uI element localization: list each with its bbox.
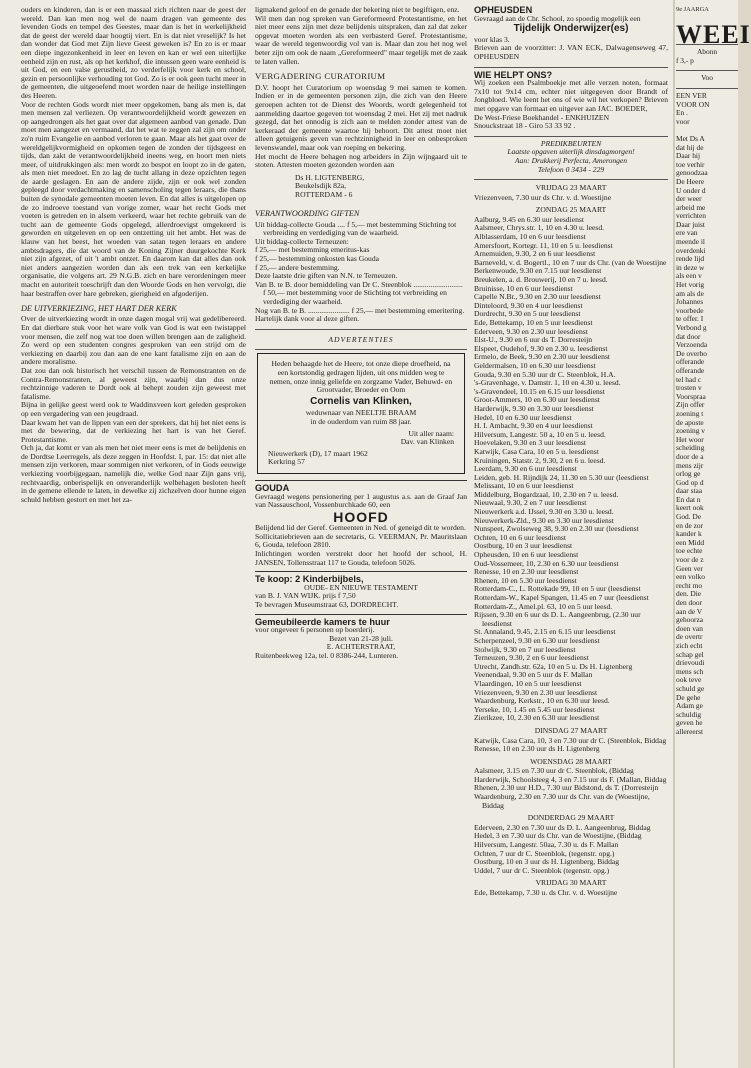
- day-heading: DINSDAG 27 MAART: [534, 725, 608, 735]
- service-listing: Rotterdam-C., L. Rottekade 99, 10 en 5 uur (leesdienst: [474, 584, 641, 594]
- text-line: ere van: [676, 228, 698, 238]
- death-notice-place: Kerkring 57: [268, 457, 305, 467]
- service-listing: Nieuwerkerk a.d. IJssel, 9.30 en 3.30 u. leesd.: [474, 507, 614, 517]
- article-paragraph: Daar kwam het van de lippen van een der sprekers, dat hij het niet eens is met de bewering, dat de verkiezing het hart is van het Geref. Protestantisme.: [21, 417, 246, 444]
- list-item: Uit biddag-collecte Terneuzen:: [255, 236, 349, 246]
- day-heading: WOENSDAG 28 MAART: [530, 756, 612, 766]
- text-line: Geen ver: [676, 563, 703, 573]
- divider: [676, 70, 738, 71]
- service-listing: Breukelen, a. d. Brouwerij, 10 en 7 u. leesd.: [474, 275, 608, 285]
- article-paragraph: Och ja, dat komt er van als men het niet meer eens is met de belijdenis en de Dordtse Leerregels, als deze zeggen in Hoofdst. I, par. 15: dat niet alle mensen zijn verkoren, maar sommigen niet verkoren, of in Gods eeuwige verkiezing voorbijgegaan, namelijk die, welke God naar Zijn gans vrij, rechtvaardig, onberispelijk en onveranderlijk welbehagen besloten heeft in de gemene ellende te laten, in dewelke zij zichzelven door hunne eigen schuld hebben gestort en met het za-: [21, 443, 246, 504]
- ad-text: E. ACHTERSTRAAT,: [326, 642, 396, 652]
- column-3: [474, 6, 668, 1056]
- article-paragraph: Wil men dan nog spreken van Gereformeerd Protestantisme, en het niet meer eens zijn met deze belijdenis uitspraken, dan zal dat zeker opgevat moeten worden als een verbasterd Geref. Protestantisme, waar de wereld tegenwoordig vol van is. Maar dan zou het nog wel beter zijn om ook de naam „Gereformeerd" maar tegelijk met de zaak te laten vallen.: [255, 13, 467, 66]
- service-listing: Gouda, 9.30 en 5.30 uur dr C. Steenblok, H.A.: [474, 369, 616, 379]
- article-paragraph: Voor de rechten Gods wordt niet meer opgekomen, bang als men is, dat men mensen zal verliezen. Op verantwoordelijkheid wordt gewezen en op aangedrongen als het gaat over dat algemeen aanbod van genade. Dan moet men aangezet en vermaand, dat het wat te zeggen zal zijn om onder zo'n ruim Evangelie en aanbod verloren te gaan. Maar als het gaat over de wereldgelijkvormigheid en opkomen tegen de zonden der tijdsgeest en tijds, dan zakt de verantwoordelijkheid ineens weg, en hoort men niets meer, of uitdrukkingen als: men wordt zo bespot en loopt zo in de gaten, als men niet meedoet. En zo lag de tucht allang in deze opzichten tegen de aarde geslagen. En aan de andere zijde, zijn er ook wel zonden gepleegd door verdachtmaking en samenscholing tegen leraars, die thans buiten de synodale gemeenten moeten leven. En dat alles is uitgelopen op de zo indroeve toestand van vorige zomer, waar het recht Gods met voeten is getreden en in alsem verkeerd, waar het rechte gebruik van de tucht aan de gemeente Gods opgelegd, allerdroevigst omgekeerd is geworden en uitgeleven en op een ontzetting uit het ambt. Het was de klauw van het beest, het woeden van satan tegen leraars en andere ambtsdragers, die dat woord van de Koning Zijner duurgekochte Kerk niet zijn afgezet, of uit 't ambt ontzet. En daarom kan dat alles dan ook niet anders aangezien worden dan als een trek van een kerkelijke organisatie, die volgens art. 29 N.G.B. zich en hare verordeningen meer macht en autoriteit toeschrijft dan den Woorde Gods en hen vervolgt, die haar bestraffen over hare gebreken, gierigheid en afgoderijen.: [21, 99, 246, 298]
- column-1: [21, 6, 246, 1056]
- ad-text: Gevraagd aan de Chr. School, zo spoedig mogelijk een: [474, 13, 641, 23]
- article-paragraph: Bijna in gelijke geest werd ook te Waddinxveen kort geleden gesproken op een vergadering van een jeugdraad.: [21, 400, 246, 418]
- ad-text: voor klas 3.: [474, 34, 510, 44]
- text-line: daar staa: [676, 486, 703, 496]
- day-heading: VRIJDAG 23 MAART: [535, 183, 607, 193]
- column-4-next-page: [676, 6, 751, 1056]
- day-heading: ZONDAG 25 MAART: [535, 205, 607, 215]
- service-listing: Rotterdam-W., Kapel Spangen, 11.45 en 7 uur (leesdienst: [474, 593, 649, 602]
- service-listing: Dinteloord, 9.30 en 4 uur leesdienst: [474, 300, 583, 310]
- ad-text: Gevraagd wegens pensionering per 1 augustus a.s. aan de Graaf Jan van Nassauschool, Vossenburchkade 60, een: [255, 491, 467, 510]
- text-line: Het woor: [676, 434, 704, 444]
- list-item: Nog van B. te B. ...................... f 25,— met bestemming emeritering.: [255, 305, 465, 315]
- text-line: toe echte: [676, 546, 703, 556]
- service-listing: Opheusden, 10 en 6 uur leesdienst: [474, 550, 579, 560]
- day-heading: DONDERDAG 29 MAART: [527, 813, 615, 823]
- text-line: door de a: [676, 451, 704, 461]
- list-item: f 25,— bestemming onkosten kas Gouda: [255, 254, 380, 264]
- service-listing: Vlaardingen, 10 en 5 uur leesdienst: [474, 678, 582, 688]
- text-line: am als de: [676, 288, 704, 298]
- death-notice-name: Cornelis van Klinken,: [310, 395, 412, 407]
- section-title-uitverkiezing: DE UITVERKIEZING, HET HART DER KERK: [21, 304, 177, 314]
- text-line: Zijn offer: [676, 400, 705, 410]
- service-listing: Utrecht, Zandh.str. 62a, 10 en 5 u. Ds H. Ligtenberg: [474, 661, 633, 671]
- text-line: als een v: [676, 271, 702, 281]
- text-line: schap gel: [676, 649, 704, 659]
- divider: [474, 136, 668, 137]
- list-item: Uit biddag-collecte Gouda .... f 5,— met bestemming Stichting tot verbreiding en verdediging van de waarheid.: [255, 219, 457, 238]
- service-listing: Leiden, geb. H. Rijndijk 24, 11.30 en 5.30 uur (leesdienst: [474, 472, 649, 482]
- service-listing: Ede, Bettekamp, 7.30 u. ds Chr. v. d. Woestijne: [474, 888, 618, 897]
- service-listing: Katwijk, Casa Cara, 10, 3 en 7.30 uur dr C. (Steenblok, Biddag: [474, 735, 667, 745]
- text-line: En .: [676, 108, 688, 118]
- death-notice-family: Dav. van Klinken: [400, 437, 454, 447]
- ad-title: Te koop: 2 Kinderbijbels,: [255, 574, 364, 585]
- service-listing: Oostburg, 10 en 3 uur leesdienst: [474, 541, 573, 551]
- divider: [474, 179, 668, 180]
- article-fragment: [676, 92, 738, 737]
- text-line: voor de z: [676, 555, 704, 565]
- service-listing: Rhenen, 2.30 uur H.D., 7.30 uur Bidstond, ds T. (Dorresteijn: [474, 783, 659, 793]
- text-line: voorbede: [676, 305, 704, 315]
- text-line: trosten v: [676, 383, 702, 393]
- death-notice-place: Nieuwerkerk (D), 17 maart 1962: [268, 448, 368, 458]
- list-item: Deze laatste drie giften van N.N. te Terneuzen.: [255, 271, 398, 281]
- text-line: scheiding: [676, 443, 705, 453]
- service-listing: Ede, Bettekamp, 10 en 5 uur leesdienst: [474, 318, 593, 327]
- text-line: gehoorza: [676, 615, 704, 625]
- ad-title: Gemeubileerde kamers te huur: [255, 616, 390, 627]
- text-line: De gehe: [676, 692, 701, 702]
- list-item: Van B. te B. door bemiddeling van Dr C. Steenblok .......................... f 50,— met bestemming voor de Stichting tot verbreiding en verdediging der waarheid.: [255, 279, 463, 307]
- ad-text: voor ongeveer 6 personen op boerderij.: [255, 625, 375, 635]
- service-listing: 's-Gravendeel, 10.15 en 6.15 uur leesdienst: [474, 386, 605, 396]
- text-line: de aposte: [676, 417, 704, 427]
- ad-subtitle: Tijdelijk Onderwijzer(es): [513, 23, 629, 35]
- day-heading: VRIJDAG 30 MAART: [535, 878, 607, 888]
- service-listing: Ochten, 7 uur dr C. Steenblok, (tegenstr. opg.): [474, 848, 615, 858]
- service-listing: Dordrecht, 9.30 en 5 uur leesdienst: [474, 309, 581, 319]
- text-line: verrichten: [676, 211, 706, 221]
- list-item: f 25,— andere bestemming.: [255, 262, 340, 272]
- article-paragraph: Dat zou dan ook historisch het verschil tussen de Remonstranten en de Contra-Remonstranten, al geweest zijn, waarbij dan dus onze rechtzinnige vaderen te Dordt ook al behept zouden zijn geweest met fatalisme.: [21, 365, 246, 401]
- subscription-price: f 3,- p: [676, 55, 694, 65]
- text-line: ook teve: [676, 675, 702, 685]
- predikbeurten-title: PREDIKBEURTEN: [540, 138, 602, 148]
- article-paragraph: D.V. hoopt het Curatorium op woensdag 9 mei samen te komen. Indien er in de gemeenten personen zijn, die zich van den Heere geroepen achten tot de Dienst des Woords, wordt gelegenheid tot aanmelding daartoe gegeven tot woensdag 2 mei. Het zij met nadruk gezegd, dat het onnodig is zich aan te melden zonder attest van de kerkeraad der gemeente waartoe hij behoort. Dit attest moet niet alleen getuigenis geven van rechtzinnigheid in leer en onbesproken levenswandel, maar ook van roeping en bekering.: [255, 82, 467, 152]
- service-listing: Berkenwoude, 9.30 en 7.15 uur leesdienst: [474, 266, 602, 276]
- predikbeurten-note: Aan: Drukkerij Perfecta, Amerongen: [514, 155, 628, 165]
- service-listing: Arnemuiden, 9.30, 2 en 6 uur leesdienst: [474, 249, 596, 259]
- service-listing: Uddel, 7 uur dr C. Steenblok (tegenstr. opg.): [474, 865, 610, 875]
- divider: [474, 67, 668, 68]
- service-listing: Hilversum, Langestr. 50aa, 7.30 u. ds F. Mallan: [474, 840, 619, 850]
- text-line: rende lijd: [676, 254, 705, 264]
- ad-hoofd: HOOFD: [333, 508, 389, 525]
- ad-title: GOUDA: [255, 482, 290, 493]
- predikbeurten-note: Telefoon 0 3434 - 229: [537, 164, 605, 174]
- service-listing: Alblasserdam, 10 en 6 uur leesdienst: [474, 232, 586, 242]
- service-listing: Harderwijk, Schoolsteeg 4, 3 en 7.15 uur ds F. (Mallan, Biddag: [474, 774, 667, 784]
- column-2: [255, 6, 467, 1056]
- text-line: een Midd: [676, 537, 705, 547]
- service-listing: Zierikzee, 10, 2.30 en 6.30 uur leesdienst: [474, 713, 600, 723]
- ad-kamers: [255, 614, 467, 661]
- service-listing: Aalsmeer, Chrys.str. 1, 10 en 4.30 u. leesd.: [474, 223, 605, 233]
- death-notice-intro: Heden behaagde het de Heere, tot onze diepe droefheid, na een kortstondig gedragen lijden, uit ons midden weg te nemen, onze innig geliefde en zorgzame Vader, Behuwd- en Grootvader, Broeder en Oom: [269, 359, 453, 395]
- text-line: doen van: [676, 623, 703, 633]
- text-line: voor: [676, 116, 690, 126]
- service-listing: Terneuzen, 9.30, 2 en 6 uur leesdienst: [474, 653, 589, 663]
- ad-text: Bezet van 21-28 juli.: [329, 633, 393, 643]
- service-listing: Aalburg, 9.45 en 6.30 uur leesdienst: [474, 214, 584, 224]
- text-line: overdenki: [676, 245, 706, 255]
- text-line: Verzoenda: [676, 340, 708, 350]
- text-line: keert ook: [676, 503, 704, 513]
- death-notice-family: Uit aller naam:: [408, 428, 454, 438]
- ad-text: De West-Friese Boekhandel - ENKHUIZEN: [474, 112, 610, 122]
- ad-text: Te bevragen Museumstraat 63, DORDRECHT.: [255, 600, 399, 610]
- service-listing: Rhenen, 10 en 5.30 uur leesdienst: [474, 575, 577, 585]
- text-line: arbeid me: [676, 202, 706, 212]
- service-listing: Nieuwaal, 9.30, 2 en 7 uur leesdienst: [474, 498, 587, 508]
- text-line: mens sch: [676, 666, 704, 676]
- text-line: orlog ge: [676, 469, 701, 479]
- text-line: De overbo: [676, 348, 707, 358]
- service-listing: Oud-Vossemeer, 10, 2.30 en 6.30 uur leesdienst: [474, 558, 619, 568]
- text-line: de overtr: [676, 632, 703, 642]
- service-listing: Hedel, 3 en 7.30 uur ds Chr. van de Woestijne, (Biddag: [474, 831, 642, 841]
- service-listing: Amersfoort, Kortegr. 11, 10 en 5 u. leesdienst: [474, 240, 613, 250]
- text-line: Daar juist: [676, 219, 705, 229]
- divider: [676, 88, 738, 89]
- text-line: VOOR ON: [676, 99, 710, 109]
- service-listing: Groot-Ammers, 10 en 6.30 uur leesdienst: [474, 395, 600, 405]
- service-listing: Waardenburg, 2.30 en 7.30 uur ds Chr. van de (Woestijne, Biddag: [474, 792, 650, 810]
- text-line: Het vorig: [676, 280, 705, 290]
- service-listing: Yerseke, 10, 1.45 en 5.45 uur leesdienst: [474, 704, 595, 714]
- service-listing: Ermelo, de Beek, 9.30 en 2.30 uur leesdienst: [474, 352, 611, 362]
- ad-title: WIE HELPT ONS?: [474, 69, 553, 80]
- service-listing: 's-Gravenhage, v. Damstr. 1, 10 en 4.30 u. leesd.: [474, 378, 621, 388]
- volume-label: 9e JAARGA: [676, 6, 709, 13]
- ad-text: Brieven aan de voorzitter: J. VAN ECK, Dalwagenseweg 47, OPHEUSDEN: [474, 43, 668, 61]
- page-fold: [673, 0, 675, 1068]
- ad-text: Snouckstraat 18 - Giro 53 33 92 .: [474, 121, 576, 131]
- text-line: En dat n: [676, 494, 701, 504]
- service-listing: Nieuwerkerk-Zld., 9.30 en 3.30 uur leesdienst: [474, 515, 614, 525]
- service-listing: Renesse, 10 en 2.30 uur leesdienst: [474, 567, 579, 577]
- death-notice-line: weduwnaar van NEELTJE BRAAM: [305, 408, 417, 418]
- service-listing: Hoevelaken, 9.30 en 3 uur leesdienst: [474, 438, 586, 448]
- death-notice: [257, 353, 465, 474]
- article-paragraph: ouders en kinderen, dan is er een massaal zich richten naar de geest der wereld. Dan kan men nog wel de naam dragen van gemeente des levenden Gods en tempel des Geestes, maar dan is het in werkelijkheid dat de geest der wereld daar hoogtij viert. En is dat niet vreselijk? Is het dan wonder dat God met Zijn lieve Geest geweken is? En zo is er maar een diepe ingezonkenheid in leer en leven en kan er wel een uiterlijke eenheid zijn en rust, als op het kerkhof, die intussen geen ware eenheid is uit God, en een valse gerustheid, zo verderfelijk voor kerk en school, gezin en persoonlijke verhouding tot God. Zo is er ook geen tucht meer in de gemeenten, die uitgeoefend moet worden naar de heilige instellingen des Heeren.: [21, 5, 246, 100]
- service-listing: Kruiningen, Statstr. 2, 9.30, 2 en 6 u. leesd.: [474, 455, 606, 465]
- service-listing: Rijssen, 9.30 en 6 uur ds D. L. Aangeenbrug, (2.30 uur leesdienst: [474, 610, 641, 628]
- text-line: recht mo: [676, 580, 703, 590]
- service-listing: Vriezenveen, 7.30 uur ds Chr. v. d. Woestijne: [474, 192, 612, 202]
- text-line: zoening v: [676, 426, 705, 436]
- text-line: een volko: [676, 572, 705, 582]
- text-line: te offer. I: [676, 314, 704, 324]
- service-listing: Barneveld, v. d. Bogertl., 10 en 7 uur ds Chr. (van de Woestijne: [474, 257, 667, 267]
- text-line: offerande: [676, 365, 705, 375]
- text-line: God. De: [676, 512, 702, 522]
- text-line: genoodzaa: [676, 168, 708, 178]
- service-listing: Rotterdam-Z., Amel.pl. 63, 10 en 5 uur leesd.: [474, 601, 613, 611]
- text-line: toe verhir: [676, 159, 705, 169]
- text-line: zoening t: [676, 408, 704, 418]
- service-listing: Bruinisse, 10 en 6 uur leesdienst: [474, 283, 573, 293]
- section-title-curatorium: VERGADERING CURATORIUM: [255, 71, 386, 82]
- service-listing: Leerdam, 9.30 en 6 uur leesdienst: [474, 464, 577, 474]
- list-item: Hartelijk dank voor al deze giften.: [255, 314, 360, 324]
- text-line: schuldig: [676, 709, 702, 719]
- service-listing: Nunspeet, Zwolseweg 38, 9.30 en 2.30 uur (leesdienst: [474, 524, 639, 534]
- masthead: WEEI: [676, 19, 751, 49]
- text-line: dat door: [676, 331, 701, 341]
- text-line: Johannes: [676, 297, 704, 307]
- text-line: mens zijr: [676, 460, 704, 470]
- text-line: De Heere: [676, 176, 705, 186]
- text-line: meende il: [676, 237, 705, 247]
- service-listing: Geldermalsen, 10 en 6.30 uur leesdienst: [474, 360, 596, 370]
- service-listing: Hilversum, Langestr. 50 a, 10 en 5 u. leesd.: [474, 429, 606, 439]
- text-line: den door: [676, 598, 703, 607]
- text-line: geven he: [676, 718, 703, 728]
- text-line: EEN VER: [676, 90, 707, 100]
- ad-text: Wij zoeken een Psalmboekje met alle verzen noten, formaat 7x10 tot 9x14 cm, echter niet uitgegeven door Brandt of Jongbloed. Wie leent het ons of wie wil het verkopen? Brieven met opgave van formaat en uitgever aan JAC. BOEDER,: [474, 78, 668, 113]
- address-line: ROTTERDAM - 6: [295, 189, 353, 199]
- ad-gouda: [255, 480, 467, 567]
- text-line: tel had c: [676, 374, 702, 384]
- text-line: den. Die: [676, 589, 702, 599]
- article-paragraph: Het mocht de Heere behagen nog arbeiders in Zijn wijngaard uit te stoten. Attesten moeten gezonden worden aan: [255, 151, 467, 170]
- text-line: der weer: [676, 194, 702, 204]
- text-line: allereerst: [676, 726, 704, 736]
- text-line: en de zor: [676, 520, 704, 530]
- service-listing: Harderwijk, 9.30 en 3.30 uur leesdienst: [474, 403, 594, 413]
- service-listing: Waardenburg, Kerkstr., 10 en 6.30 uur leesd.: [474, 696, 610, 706]
- service-listing: Middelburg, Bogardzaal, 10, 2.30 en 7 u. leesd.: [474, 489, 619, 499]
- article-paragraph: Over de uitverkiezing wordt in onze dagen mogal vrij wat gedelibereerd. En dat dierbare stuk voor het ware volk van God is wat een twistappel voor mensen, die zelf nog wat toe doen willen brengen aan de zaligheid. Zo werd op een studenten congres gesproken van een strijd om de verkiezing en daarbij zou dan aan de ene kant fatalisme zijn en aan de andere moralisme.: [21, 314, 246, 367]
- text-line: aan de V: [676, 606, 703, 616]
- text-line: offerande: [676, 357, 705, 367]
- text-line: drievoudi: [676, 658, 705, 668]
- subscription-label: Abonn: [696, 47, 718, 57]
- article-paragraph: ligmakend geloof en de genade der bekering niet te begiftigen, enz.: [255, 5, 460, 14]
- ad-title: OPHEUSDEN: [474, 5, 533, 15]
- ad-text: OUDE- EN NIEUWE TESTAMENT: [304, 582, 418, 592]
- divider: [255, 329, 467, 330]
- service-listing: Veenendaal, 9.30 en 5 uur ds F. Mallan: [474, 670, 593, 680]
- death-notice-line: in de ouderdom van ruim 88 jaar.: [310, 416, 412, 426]
- section-title-giften: VERANTWOORDING GIFTEN: [255, 209, 360, 219]
- service-listing: Katwijk, Casa Cara, 10 en 5 u. leesdienst: [474, 446, 599, 456]
- ad-text: van B. J. VAN WIJK. prijs f 7,50: [255, 591, 356, 601]
- ad-kinderbijbels: [255, 571, 467, 609]
- list-item: f 25,— met bestemming emeritus-kas: [255, 245, 370, 255]
- service-listing: Elst-U., 9.30 en 6 uur ds T. Dorresteijn: [474, 335, 593, 345]
- text-line: dat hij de: [676, 142, 704, 152]
- divider: [255, 349, 467, 350]
- service-listing: Vriezenveen, 9.30 en 2.30 uur leesdienst: [474, 687, 598, 697]
- service-listing: Ochten, 10 en 6 uur leesdienst: [474, 532, 566, 542]
- text-line: schuld ge: [676, 683, 705, 693]
- service-listing: H. I. Ambacht, 9.30 en 4 uur leesdienst: [474, 421, 593, 431]
- service-listing: Renesse, 10 en 2.30 uur ds H. Ligtenberg: [474, 744, 600, 754]
- service-listing: Capelle N.Br., 9.30 en 2.30 uur leesdienst: [474, 292, 601, 302]
- service-listing: Hedel, 10 en 6.30 uur leesdienst: [474, 412, 572, 422]
- address-line: Ds H. LIGTENBERG,: [295, 172, 365, 182]
- service-listing: Scherpenzeel, 9.30 en 6.30 uur leesdienst: [474, 635, 600, 645]
- service-listing: Aalsmeer, 3.15 en 7.30 uur dr C. Steenblok, (Biddag: [474, 766, 634, 776]
- text-line: kander k: [676, 529, 702, 539]
- service-listing: Ederveen, 9.30 en 2.30 uur leesdienst: [474, 326, 588, 336]
- service-listing: Ederveen, 2.30 en 7.30 uur ds D. L. Aangeenbrug, Biddag: [474, 822, 651, 832]
- text-line: in deze w: [676, 262, 705, 272]
- service-listing: Elspeet, Oudeho​f, 9.30 en 2.30 u. leesdienst: [474, 343, 608, 353]
- address-line: Beukelsdijk 82a,: [295, 181, 347, 191]
- service-listing: Stolwijk, 9.30 en 7 uur leesdienst: [474, 644, 576, 654]
- text-line: U onder d: [676, 185, 706, 195]
- subscription-label: Voo: [701, 73, 713, 83]
- ad-text: Belijdend lid der Geref. Gemeenten in Ned. of geneigd dit te worden.: [255, 523, 466, 533]
- predikbeurten-note: Laatste opgaven uiterlijk dinsdagmorgen!: [507, 147, 635, 157]
- service-listing: Melissant, 10 en 6 uur leesdienst: [474, 481, 574, 491]
- service-listing: St. Annaland, 9.45, 2.15 en 6.15 uur leesdienst: [474, 627, 616, 637]
- text-line: Adam ge: [676, 701, 703, 711]
- text-line: Voorspraa: [676, 391, 706, 401]
- service-listing: Oostburg, 10 en 3 uur ds H. Ligtenberg, Biddag: [474, 857, 620, 867]
- ad-text: Ruitenbeekweg 12a, tel. 0 8386-244, Lunteren.: [255, 651, 399, 661]
- text-line: Verbond g: [676, 323, 707, 332]
- text-line: Daar hij: [676, 151, 701, 161]
- predikbeurten-list: [474, 184, 668, 898]
- text-line: God op d: [676, 477, 704, 487]
- ad-text: Sollicitatiebrieven aan de secretaris, G. VEERMAN, Pr. Mauritslaan 6, Gouda, telefoon 2810.: [255, 531, 467, 550]
- advertenties-heading: ADVERTENTIES: [328, 334, 394, 344]
- giften-list: [255, 221, 467, 324]
- text-line: zich echt: [676, 640, 703, 650]
- text-line: Met Ds A: [676, 133, 705, 143]
- ad-text: Inlichtingen worden verstrekt door het hoofd der school, H. JANSEN, Tollensstraat 117 te Gouda, telefoon 5026.: [255, 549, 467, 567]
